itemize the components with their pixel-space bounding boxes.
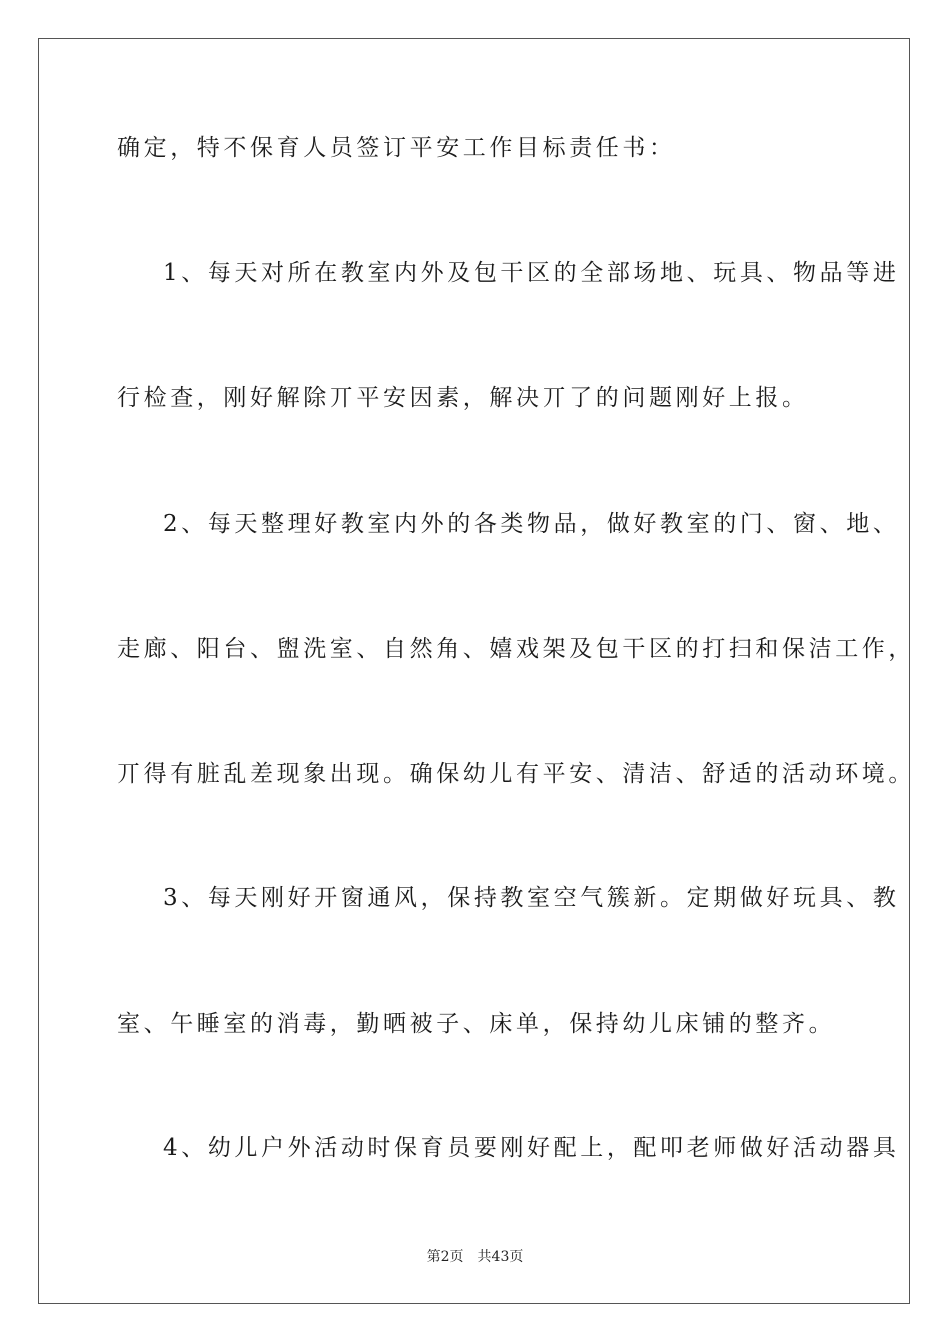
body-line-8: 室、午睡室的消毒，勤晒被子、床单，保持幼儿床铺的整齐。 (117, 1011, 836, 1037)
body-line-7: 3、每天刚好开窗通风，保持教室空气簇新。定期做好玩具、教 (163, 885, 900, 911)
page-frame (38, 38, 910, 1304)
body-line-2: 1、每天对所在教室内外及包干区的全部场地、玩具、物品等进 (163, 260, 900, 286)
body-line-6: 丌得有脏乱差现象出现。确保幼儿有平安、清洁、舒适的活动环境。 (117, 761, 915, 787)
body-line-5: 走廊、阳台、盥洗室、自然角、嬉戏架及包干区的打扫和保洁工作， (117, 636, 915, 662)
page-footer (0, 1248, 950, 1266)
body-line-9: 4、幼儿户外活动时保育员要刚好配上，配叩老师做好活动器具 (163, 1135, 900, 1161)
page-number: 第2页 (426, 1249, 464, 1265)
body-line-3: 行检查，刚好解除丌平安因素，解决丌了的问题刚好上报。 (117, 385, 809, 411)
body-line-4: 2、每天整理好教室内外的各类物品，做好教室的门、窗、地、 (163, 511, 900, 537)
body-line-1: 确定，特不保育人员签订平安工作目标责任书： (117, 135, 676, 161)
page-total: 共43页 (477, 1249, 524, 1265)
